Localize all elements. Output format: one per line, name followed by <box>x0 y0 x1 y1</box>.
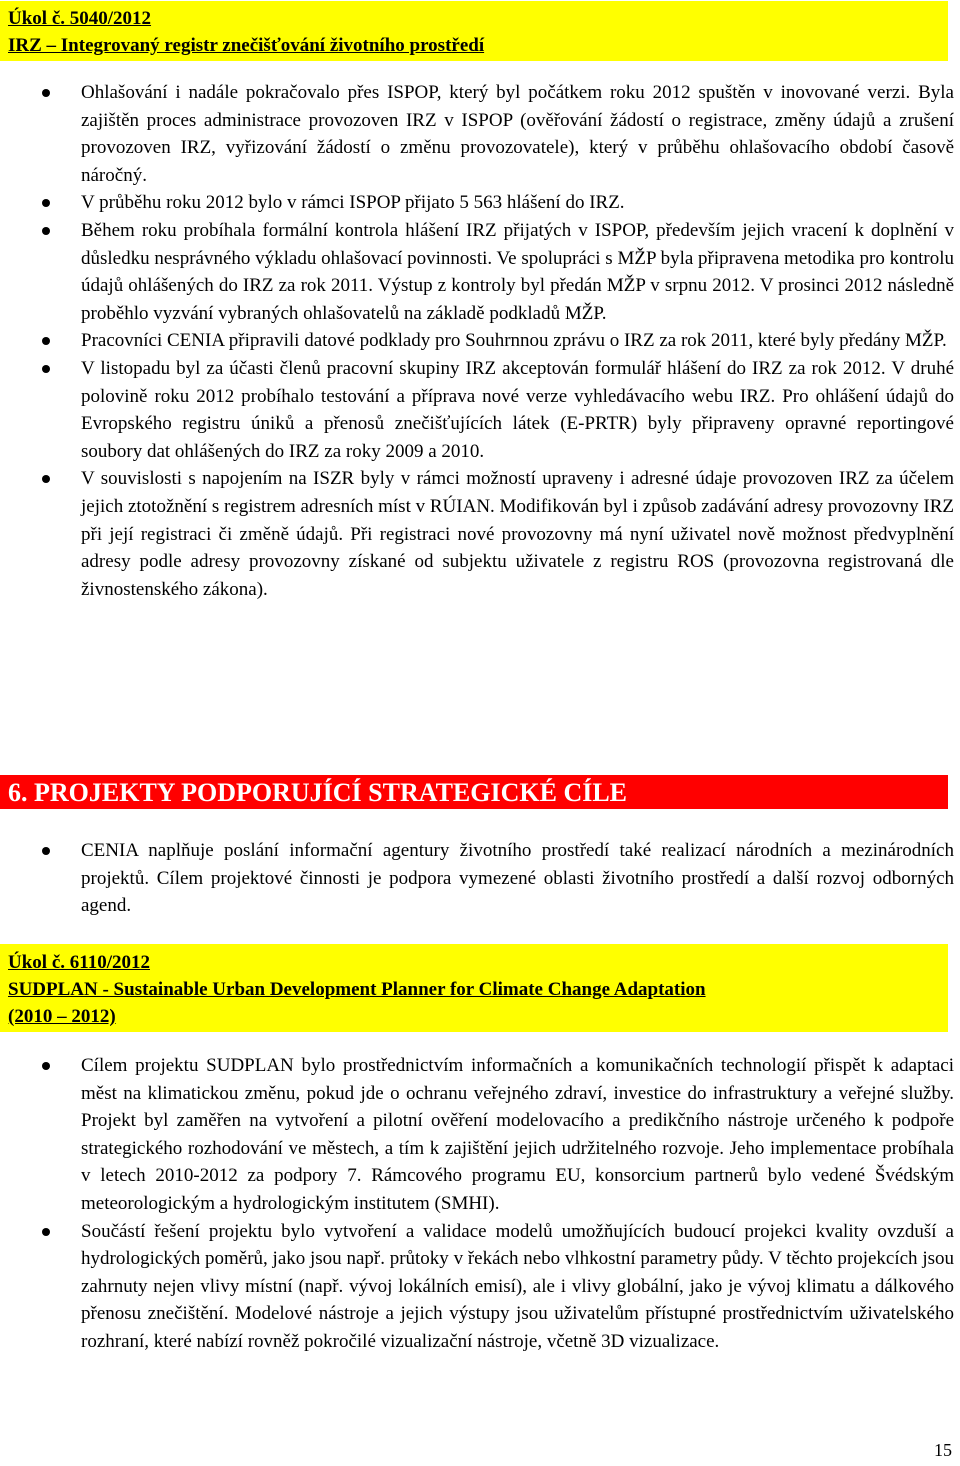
list-item-text: V průběhu roku 2012 bylo v rámci ISPOP přijato 5 563 hlášení do IRZ. <box>81 192 625 214</box>
bullet-icon <box>42 337 50 345</box>
list-item <box>0 355 960 465</box>
bullet-icon <box>42 365 50 373</box>
bullet-icon <box>42 1228 50 1236</box>
page-number: 15 <box>934 1440 952 1460</box>
list-item <box>0 1218 960 1356</box>
bullet-icon <box>42 475 50 483</box>
task-subtitle: (2010 – 2012) <box>8 1006 116 1027</box>
bullet-icon <box>42 847 50 855</box>
list-item <box>0 327 960 355</box>
task-title: SUDPLAN - Sustainable Urban Development Planner for Climate Change Adaptation <box>8 979 706 1000</box>
list-item-text: Během roku probíhala formální kontrola hlášení IRZ přijatých v ISPOP, především jejich vracení k doplnění v důsledku nesprávného výkladu ohlašovací povinnosti. Ve spolupráci s MŽP byla připravena metodika pro kontrolu údajů ohlášených do IRZ za rok 2011. Výstup z kontroly byl předán MŽP v srpnu 2012. V prosinci 2012 následně proběhlo vyzvání vybraných ohlašovatelů na základě podkladů MŽP. <box>81 219 954 324</box>
list-item-text: V listopadu byl za účasti členů pracovní skupiny IRZ akceptován formulář hlášení do IRZ za rok 2012. V druhé polovině roku 2012 probíhalo testování a příprava nové verze vyhledávacího webu IRZ. Pro ohlášení údajů do Evropského registru úniků a přenosů znečišťujících látek (E-PRTR) byly připraveny opravné reportingové soubory dat ohlášených do IRZ za roky 2009 a 2010. <box>81 357 954 462</box>
bullet-icon <box>42 199 50 207</box>
task2-bullet-list <box>0 1052 960 1356</box>
task-title: IRZ – Integrovaný registr znečišťování životního prostředí <box>8 35 485 56</box>
list-item <box>0 189 960 217</box>
bullet-icon <box>42 89 50 97</box>
list-item-text: Součástí řešení projektu bylo vytvoření a validace modelů umožňujících budoucí projekci kvality ovzduší a hydrologických poměrů, jako jsou např. průtoky v řekách nebo vlhkostní parametry půdy. V těchto projekcích jsou zahrnuty nejen vlivy místní (např. vývoj lokálních emisí), ale i vlivy globální, jako je vývoj klimatu a dálkového přenosu znečištění. Modelové nástroje a jejich výstupy jsou uživatelům přístupné prostřednictvím uživatelského rozhraní, které nabízí rovněž pokročilé vizualizační nástroje, včetně 3D vizualizace. <box>81 1220 954 1352</box>
task-header-5040 <box>0 1 948 61</box>
section-heading: 6. PROJEKTY PODPORUJÍCÍ STRATEGICKÉ CÍLE <box>0 775 948 809</box>
list-item <box>0 217 960 327</box>
task-number: Úkol č. 6110/2012 <box>8 952 150 973</box>
task-number: Úkol č. 5040/2012 <box>8 8 152 29</box>
task-header-6110 <box>0 944 948 1032</box>
list-item <box>0 837 960 920</box>
section6-bullet-list <box>0 837 960 920</box>
list-item-text: V souvislosti s napojením na ISZR byly v rámci možností upraveny i adresné údaje provozoven IRZ za účelem jejich ztotožnění s registrem adresních míst v RÚIAN. Modifikován byl i způsob zadávání adresy provozovny IRZ při její registraci či změně údajů. Při registraci nové provozovny má nyní uživatel nově možnost předvyplnění adresy podle adresy provozovny získané od subjektu uživatele z registru ROS (provozovna registrovaná dle živnostenského zákona). <box>81 468 954 600</box>
list-item-text: Cílem projektu SUDPLAN bylo prostřednictvím informačních a komunikačních technologií přispět k adaptaci měst na klimatickou změnu, pokud jde o ochranu veřejného zdraví, investice do infrastruktury a veřejné služby. Projekt byl zaměřen na vytvoření a pilotní ověření modelovacího a predikčního nástroje určeného k podpoře strategického rozhodování ve městech, a tím k zajištění jejich udržitelného rozvoje. Jeho implementace probíhala v letech 2010-2012 za podpory 7. Rámcového programu EU, konsorcium partnerů bylo vedené Švédským meteorologickým a hydrologickým institutem (SMHI). <box>81 1055 954 1214</box>
list-item-text: Pracovníci CENIA připravili datové podklady pro Souhrnnou zprávu o IRZ za rok 2011, které byly předány MŽP. <box>81 330 947 352</box>
list-item-text: CENIA naplňuje poslání informační agentury životního prostředí také realizací národních a mezinárodních projektů. Cílem projektové činnosti je podpora vymezené oblasti životního prostředí a další rozvoj odborných agend. <box>81 840 954 917</box>
bullet-icon <box>42 227 50 235</box>
list-item <box>0 465 960 603</box>
bullet-icon <box>42 1062 50 1070</box>
list-item <box>0 79 960 189</box>
task1-bullet-list <box>0 79 960 603</box>
list-item <box>0 1052 960 1218</box>
list-item-text: Ohlašování i nadále pokračovalo přes ISPOP, který byl počátkem roku 2012 spuštěn v inovované verzi. Byla zajištěn proces administrace provozoven IRZ v ISPOP (ověřování žádostí o registrace, změny údajů a zrušení provozoven IRZ, vyřizování žádostí o změnu provozovatele), který v průběhu ohlašovacího období časově náročný. <box>81 82 954 186</box>
